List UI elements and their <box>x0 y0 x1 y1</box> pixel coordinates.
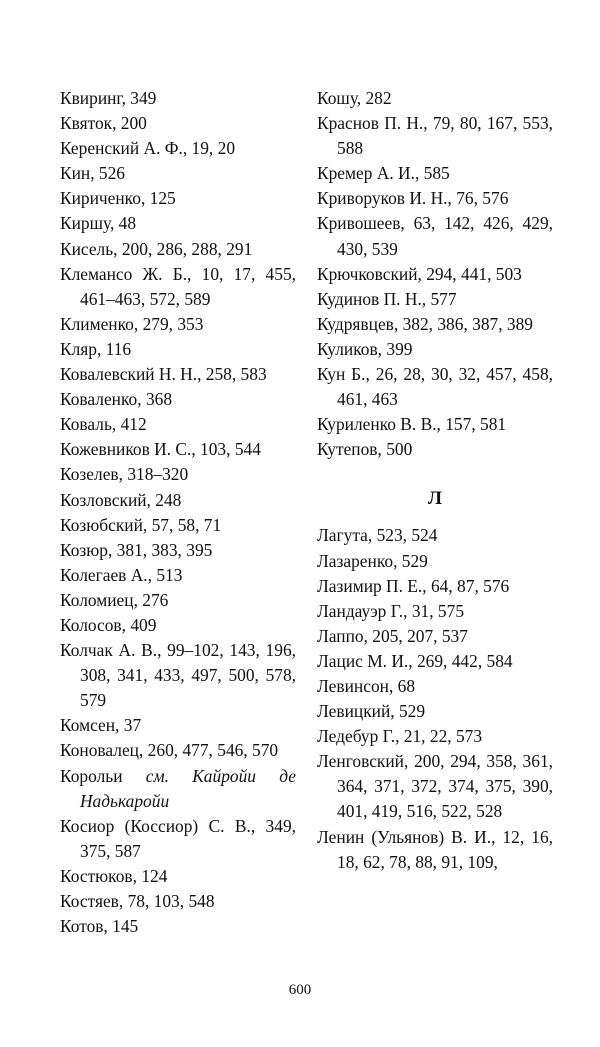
index-column-right <box>317 86 553 875</box>
index-entry <box>317 599 553 624</box>
index-entry <box>60 312 296 337</box>
index-entry-text: Кожевников И. С., 103, 544 <box>60 439 261 460</box>
index-entry-text: Лазимир П. Е., 64, 87, 576 <box>317 575 510 596</box>
index-section-l <box>317 523 553 874</box>
index-entry <box>60 588 296 613</box>
index-entry <box>60 161 296 186</box>
index-entry-text: Козловский, 248 <box>60 489 182 510</box>
index-entry <box>60 914 296 939</box>
index-entry <box>60 738 296 763</box>
index-entry-text: Ковалевский Н. Н., 258, 583 <box>60 364 267 385</box>
index-entry-text: Коваленко, 368 <box>60 389 173 410</box>
index-entry-text: Клименко, 279, 353 <box>60 313 204 334</box>
index-entry <box>60 613 296 638</box>
index-entry-text: Кляр, 116 <box>60 338 132 359</box>
index-entry-text: Краснов П. Н., 79, 80, 167, 553, 588 <box>317 113 553 159</box>
index-entry-text: Киршу, 48 <box>60 213 137 234</box>
index-entry <box>317 312 553 337</box>
index-entry-text: Кремер А. И., 585 <box>317 163 450 184</box>
index-entry <box>60 362 296 387</box>
index-entry <box>317 749 553 824</box>
index-entry-text: Ленговский, 200, 294, 358, 361, 364, 371, 372, 374, 375, 390, 401, 419, 516, 522, 528 <box>317 751 553 822</box>
index-entry <box>60 262 296 312</box>
index-entry-text: Кисель, 200, 286, 288, 291 <box>60 238 253 259</box>
index-entry <box>60 563 296 588</box>
index-entry-text: Лазаренко, 529 <box>317 550 428 571</box>
index-entry <box>60 437 296 462</box>
index-entry <box>60 387 296 412</box>
index-entry-text: Квяток, 200 <box>60 113 147 134</box>
index-entry-text: Клемансо Ж. Б., 10, 17, 455, 461–463, 572, 589 <box>60 263 296 309</box>
index-entry-text: Ленин (Ульянов) В. И., 12, 16, 18, 62, 78, 88, 91, 109, <box>317 826 553 872</box>
index-column-left <box>60 86 296 939</box>
index-entry-text: Лаппо, 205, 207, 537 <box>317 625 468 646</box>
index-entry-text: Кутепов, 500 <box>317 439 413 460</box>
index-entry <box>60 814 296 864</box>
index-entry <box>60 211 296 236</box>
index-entry <box>317 674 553 699</box>
index-entry-text: Колегаев А., 513 <box>60 564 183 585</box>
index-entry-text: Кин, 526 <box>60 163 125 184</box>
index-entry-text: Кривошеев, 63, 142, 426, 429, 430, 539 <box>317 213 553 259</box>
index-entry-text: Левицкий, 529 <box>317 701 426 722</box>
index-entry-text: Корольи <box>60 765 146 786</box>
index-entry <box>60 864 296 889</box>
index-entry-text: Комсен, 37 <box>60 715 142 736</box>
index-entry-text: Куликов, 399 <box>317 338 413 359</box>
index-entry <box>60 186 296 211</box>
index-entry <box>60 889 296 914</box>
index-entry <box>317 337 553 362</box>
index-entry-text: Левинсон, 68 <box>317 675 416 696</box>
index-entry-text: Куриленко В. В., 157, 581 <box>317 414 507 435</box>
index-entry <box>60 488 296 513</box>
index-entry-text: Колчак А. В., 99–102, 143, 196, 308, 341, 433, 497, 500, 578, 579 <box>60 640 296 711</box>
index-entry <box>317 523 553 548</box>
index-entry <box>317 437 553 462</box>
index-entry-text: Кошу, 282 <box>317 88 392 108</box>
index-entry <box>60 412 296 437</box>
index-entry-text: Козелев, 318–320 <box>60 464 189 485</box>
index-entry-text: Костюков, 124 <box>60 865 168 886</box>
index-entry <box>317 161 553 186</box>
index-entry <box>317 111 553 161</box>
index-entry <box>60 136 296 161</box>
index-entry <box>317 825 553 875</box>
index-entry-text: Керенский А. Ф., 19, 20 <box>60 138 236 159</box>
index-entry-text: Ледебур Г., 21, 22, 573 <box>317 726 483 747</box>
index-entry <box>60 538 296 563</box>
index-entry-text: Кун Б., 26, 28, 30, 32, 457, 458, 461, 463 <box>317 364 553 410</box>
index-entry-text: Кудрявцев, 382, 386, 387, 389 <box>317 313 534 334</box>
index-entry <box>60 462 296 487</box>
index-entry <box>317 186 553 211</box>
index-entry-text: Козюр, 381, 383, 395 <box>60 539 213 560</box>
index-entry <box>60 337 296 362</box>
index-entry <box>317 649 553 674</box>
index-entry-text: Ландауэр Г., 31, 575 <box>317 600 465 621</box>
index-entry-text: Костяев, 78, 103, 548 <box>60 891 215 911</box>
index-entry <box>317 262 553 287</box>
index-entry <box>317 287 553 312</box>
index-entry <box>317 574 553 599</box>
index-entry-cross-reference: см. Кайройи де Надькаройи <box>80 765 296 811</box>
index-entry <box>60 713 296 738</box>
index-entry <box>60 111 296 136</box>
page-number: 600 <box>288 982 312 998</box>
index-entry-text: Кудинов П. Н., 577 <box>317 288 457 309</box>
index-entry-text: Котов, 145 <box>60 916 139 937</box>
index-entry-text: Квиринг, 349 <box>60 88 157 108</box>
index-entry-text: Козюбский, 57, 58, 71 <box>60 514 222 535</box>
index-entry-text: Коваль, 412 <box>60 414 147 435</box>
index-entry-text: Лацис М. И., 269, 442, 584 <box>317 650 513 671</box>
index-entry-text: Криворуков И. Н., 76, 576 <box>317 188 509 209</box>
index-entry <box>317 549 553 574</box>
section-letter-heading: Л <box>427 488 443 510</box>
index-entry-text: Коломиец, 276 <box>60 589 169 610</box>
index-entry <box>60 638 296 713</box>
index-entry-text: Кириченко, 125 <box>60 188 176 209</box>
index-entry <box>317 624 553 649</box>
index-entry <box>317 699 553 724</box>
index-entry <box>60 513 296 538</box>
index-entry <box>317 724 553 749</box>
index-entry-text: Крючковский, 294, 441, 503 <box>317 263 522 284</box>
index-entry <box>317 211 553 261</box>
index-entry-text: Колосов, 409 <box>60 614 157 635</box>
index-entry <box>60 86 296 111</box>
index-entry-text: Косиор (Коссиор) С. В., 349, 375, 587 <box>60 815 296 861</box>
index-entry-text: Лагута, 523, 524 <box>317 525 438 546</box>
index-entry <box>317 412 553 437</box>
index-entry-text: Коновалец, 260, 477, 546, 570 <box>60 740 279 761</box>
index-entry <box>60 237 296 262</box>
index-section-k <box>317 86 553 462</box>
index-entry <box>60 764 296 814</box>
index-entry <box>317 362 553 412</box>
index-entry <box>317 86 553 111</box>
